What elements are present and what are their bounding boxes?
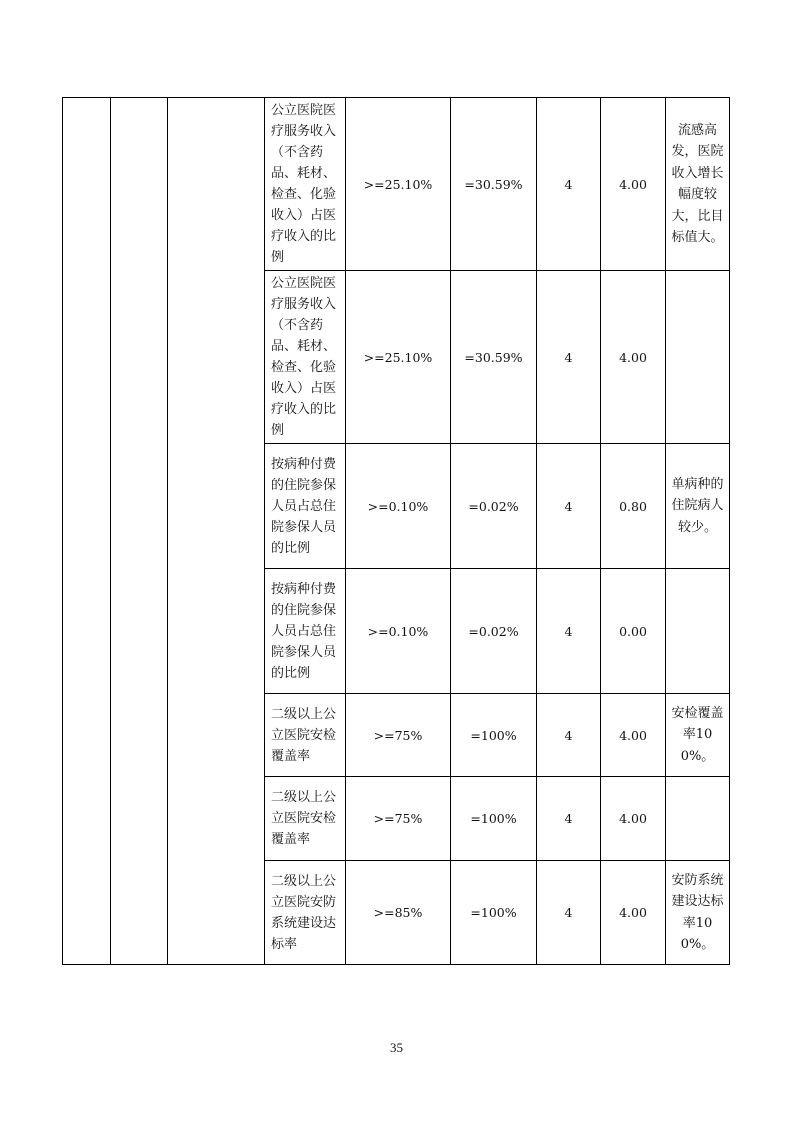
deviation-note-cell: 安检覆盖率100%。 [666,694,730,777]
deviation-note-cell [666,777,730,861]
target-value-cell: >=25.10% [346,271,451,444]
target-value-cell: >=0.10% [346,444,451,569]
score-cell: 4.00 [601,271,666,444]
deviation-note-cell [666,569,730,694]
indicator-cell: 二级以上公立医院安检覆盖率 [265,694,346,777]
actual-value-cell: =30.59% [451,98,537,271]
target-value-cell: >=75% [346,694,451,777]
performance-table [62,97,730,965]
level2-category-cell [111,98,168,965]
deviation-note-cell [666,271,730,444]
actual-value-cell: =100% [451,694,537,777]
score-cell: 4.00 [601,694,666,777]
score-cell: 4.00 [601,777,666,861]
weight-cell: 4 [537,98,601,271]
score-cell: 0.00 [601,569,666,694]
actual-value-cell: =0.02% [451,569,537,694]
level3-category-cell [168,98,265,965]
target-value-cell: >=75% [346,777,451,861]
deviation-note-cell: 单病种的住院病人较少。 [666,444,730,569]
page-number: 35 [390,1040,403,1055]
weight-cell: 4 [537,271,601,444]
target-value-cell: >=0.10% [346,569,451,694]
indicator-cell: 公立医院医疗服务收入（不含药品、耗材、检查、化验收入）占医疗收入的比例 [265,271,346,444]
indicator-cell: 按病种付费的住院参保人员占总住院参保人员的比例 [265,569,346,694]
indicator-cell: 二级以上公立医院安检覆盖率 [265,777,346,861]
weight-cell: 4 [537,861,601,965]
table-row [63,98,730,271]
actual-value-cell: =100% [451,777,537,861]
score-cell: 0.80 [601,444,666,569]
level1-category-cell [63,98,111,965]
score-cell: 4.00 [601,861,666,965]
weight-cell: 4 [537,444,601,569]
indicator-cell: 二级以上公立医院安防系统建设达标率 [265,861,346,965]
target-value-cell: >=85% [346,861,451,965]
actual-value-cell: =100% [451,861,537,965]
actual-value-cell: =30.59% [451,271,537,444]
target-value-cell: >=25.10% [346,98,451,271]
indicator-cell: 按病种付费的住院参保人员占总住院参保人员的比例 [265,444,346,569]
deviation-note-cell: 安防系统建设达标率100%。 [666,861,730,965]
weight-cell: 4 [537,694,601,777]
score-cell: 4.00 [601,98,666,271]
deviation-note-cell: 流感高发，医院收入增长幅度较大，比目标值大。 [666,98,730,271]
indicator-cell: 公立医院医疗服务收入（不含药品、耗材、检查、化验收入）占医疗收入的比例 [265,98,346,271]
weight-cell: 4 [537,569,601,694]
actual-value-cell: =0.02% [451,444,537,569]
weight-cell: 4 [537,777,601,861]
